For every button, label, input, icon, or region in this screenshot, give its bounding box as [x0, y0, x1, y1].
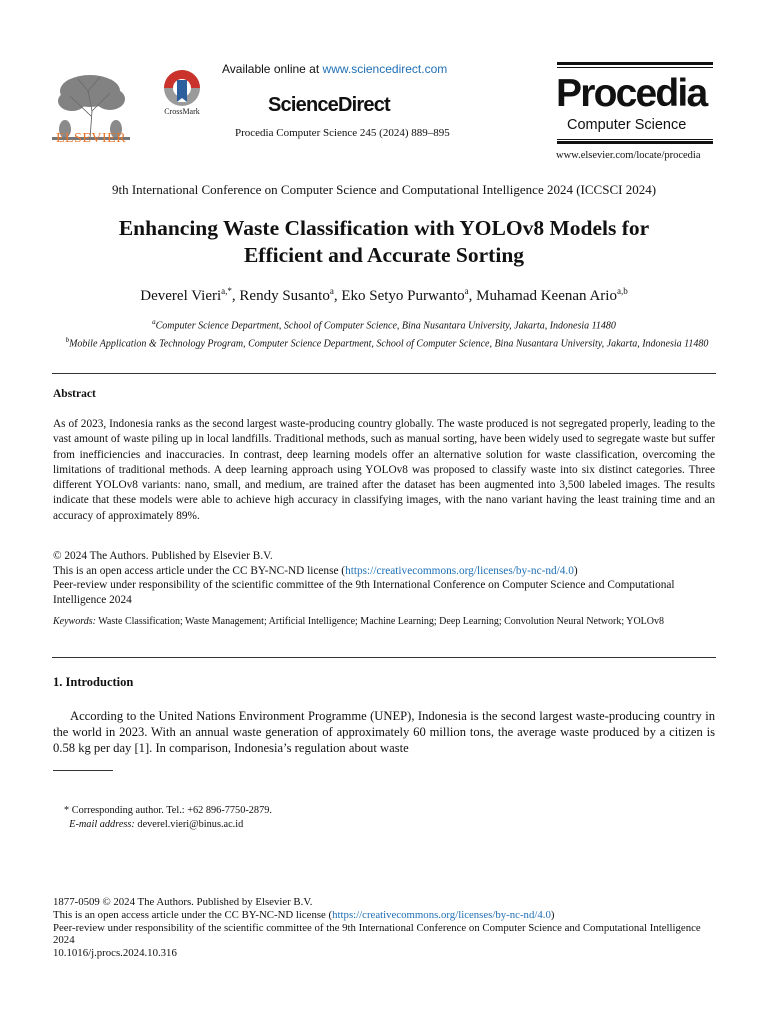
publication-info — [53, 896, 723, 960]
keywords — [53, 615, 715, 628]
peer-review-line: Peer-review under responsibility of the scientific committee of the 9th International Conference on Computer Science and Computational Intelligence 2024 — [53, 579, 675, 606]
license-suffix: ) — [550, 908, 555, 921]
journal-reference: Procedia Computer Science 245 (2024) 889–895 — [235, 127, 450, 139]
affiliation-a — [0, 318, 768, 331]
conference-name: 9th International Conference on Computer Science and Computational Intelligence 2024 (ICCSCI 2024) — [111, 182, 657, 197]
journal-wordmark: Procedia — [556, 72, 707, 115]
author-separator: , — [231, 288, 240, 304]
sciencedirect-wordmark: ScienceDirect — [268, 94, 390, 116]
author-separator: , — [333, 288, 342, 304]
author-affiliation-mark: a,b — [616, 286, 628, 296]
email-label: E-mail address: — [69, 819, 135, 830]
crossmark-label: CrossMark — [164, 107, 200, 116]
copyright-notice — [53, 549, 715, 607]
affiliation-b — [62, 333, 712, 351]
introduction-body: According to the United Nations Environment Programme (UNEP), Indonesia is the second largest waste-producing country in the world in 2023. With an annual waste generation of approximately 60 million tons, the average waste produced by a citizen is 0.58 kg per day [1]. In comparison, Indonesia’s regulation about waste — [53, 709, 715, 755]
paper-title-line-2: Efficient and Accurate Sorting — [243, 243, 525, 267]
doi[interactable]: 10.1016/j.procs.2024.10.316 — [53, 947, 177, 960]
sciencedirect-link[interactable]: www.sciencedirect.com — [322, 62, 448, 76]
keywords-text: Waste Classification; Waste Management; Artificial Intelligence; Machine Learning; Deep Learning; Convolution Neural Network; YOLOv8 — [95, 616, 665, 627]
procedia-top-rule — [557, 62, 713, 65]
author-separator: , — [468, 288, 477, 304]
license-link[interactable]: https://creativecommons.org/licenses/by-nc-nd/4.0 — [345, 564, 574, 577]
section-divider — [52, 657, 716, 658]
license-line — [53, 564, 715, 579]
affiliation-mark: b — [65, 336, 70, 344]
author-name: Rendy Susanto — [239, 288, 330, 304]
paper-title-line-1: Enhancing Waste Classification with YOLOv8 Models for — [118, 216, 650, 240]
email-address[interactable]: deverel.vieri@binus.ac.id — [134, 819, 244, 830]
publisher-name: ELSEVIER — [55, 131, 127, 146]
affiliation-mark: a — [152, 318, 156, 326]
author-affiliation-mark: a — [464, 286, 469, 296]
procedia-bottom-rule — [557, 141, 713, 144]
keywords-label: Keywords: — [53, 616, 96, 627]
introduction-heading: 1. Introduction — [53, 675, 134, 689]
paper-title — [40, 215, 728, 269]
license-suffix: ) — [573, 564, 578, 577]
author-name: Deverel Vieri — [140, 288, 222, 304]
bottom-peer-review-line: Peer-review under responsibility of the scientific committee of the 9th International Conference on Computer Science and Computational Intelligence 2024 — [53, 921, 701, 947]
journal-subtitle: Computer Science — [567, 117, 687, 133]
issn-line: 1877-0509 © 2024 The Authors. Published by Elsevier B.V. — [53, 896, 313, 908]
license-link[interactable]: https://creativecommons.org/licenses/by-nc-nd/4.0 — [332, 908, 551, 921]
available-online-text — [222, 62, 447, 76]
abstract-heading: Abstract — [53, 388, 96, 400]
procedia-top-rule-thin — [557, 67, 713, 68]
section-divider — [52, 373, 716, 374]
affiliation-text: Computer Science Department, School of Computer Science, Bina Nusantara University, Jakarta, Indonesia 11480 — [155, 320, 616, 332]
journal-url[interactable]: www.elsevier.com/locate/procedia — [556, 150, 701, 161]
affiliation-text: Mobile Application & Technology Program, Computer Science Department, School of Computer Science, Bina Nusantara University, Jakarta, Indonesia 11480 — [69, 338, 709, 350]
author-affiliation-mark: a — [329, 286, 334, 296]
author-list — [0, 286, 768, 305]
footnote-rule — [53, 770, 113, 771]
copyright-line: © 2024 The Authors. Published by Elsevier B.V. — [53, 550, 273, 562]
corresponding-author-footnote — [64, 804, 272, 832]
email-line — [64, 818, 272, 832]
procedia-bottom-rule-thin — [557, 139, 713, 140]
author-name: Muhamad Keenan Ario — [476, 288, 617, 304]
abstract-body: As of 2023, Indonesia ranks as the second largest waste-producing country globally. The waste produced is not segregated properly, leading to the vast amount of waste piling up in local landfills. Traditional methods, such as manual sorting, have been widely used to segregate waste but suffer from inefficiencies and inaccuracies. In contrast, deep learning models offer an alternative solution for waste classification, overcoming the limitations of traditional methods. A deep learning approach using YOLOv8 was proposed to classify waste into six distinct categories. Three different YOLOv8 variants: nano, small, and medium, are trained after the dataset has been augmented into 3,500 labeled images. The results indicate that these models were able to achieve high accuracy in classifying images, with the nano variant having the least training time and an accuracy of approximately 89%. — [53, 418, 715, 522]
license-prefix: This is an open access article under the CC BY-NC-ND license ( — [53, 908, 333, 921]
available-prefix: Available online at — [222, 62, 323, 76]
bottom-license-line — [53, 909, 723, 922]
author-name: Eko Setyo Purwanto — [341, 288, 465, 304]
author-affiliation-mark: a,* — [221, 286, 232, 296]
corresponding-author-line: * Corresponding author. Tel.: +62 896-7750-2879. — [64, 805, 272, 816]
license-prefix: This is an open access article under the CC BY-NC-ND license ( — [53, 564, 346, 577]
